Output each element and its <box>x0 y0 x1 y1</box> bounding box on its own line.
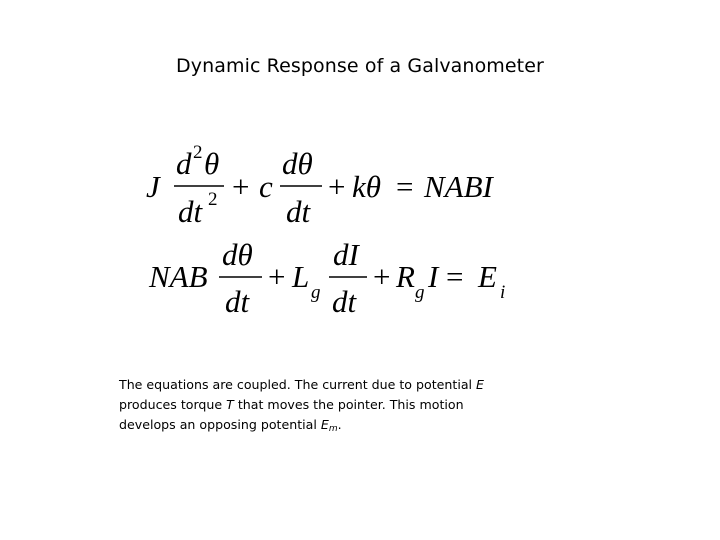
slide-title-text: Dynamic Response of a Galvanometer <box>176 55 544 77</box>
caption-symbol-E: E <box>476 377 485 392</box>
eq1-J: J <box>146 169 160 204</box>
caption-line-1 <box>119 375 539 395</box>
caption-symbol-T: T <box>226 397 234 412</box>
eq1-frac1-den-sup: 2 <box>208 189 218 210</box>
eq2-frac2-den: dt <box>332 284 357 319</box>
eq1-c: c <box>259 169 273 204</box>
eq2-R: R <box>396 259 415 294</box>
equation-1 <box>146 142 495 229</box>
eq1-rhs: NABI <box>424 169 493 204</box>
eq2-E-sub: i <box>500 282 506 303</box>
eq2-NAB: NAB <box>149 259 208 294</box>
equation-2 <box>148 237 505 319</box>
caption-line-2 <box>119 395 539 415</box>
caption-line-2-text-a: produces torque <box>119 397 227 412</box>
eq2-R-sub: g <box>415 282 425 303</box>
eq2-equals: = <box>446 259 464 294</box>
eq1-frac1-den: dt <box>178 194 203 229</box>
caption-line-3 <box>119 415 539 439</box>
eq2-L-sub: g <box>311 282 321 303</box>
caption-paragraph <box>119 375 539 439</box>
caption-symbol-Em-sub: m <box>328 424 338 434</box>
caption-line-2-text-b: that moves the pointer. This motion <box>233 397 464 412</box>
eq2-frac2-num: dI <box>333 237 359 272</box>
eq1-frac2-den: dt <box>286 194 311 229</box>
eq1-plus1: + <box>232 169 250 204</box>
eq2-I: I <box>428 259 439 294</box>
eq1-k-theta: kθ <box>352 169 381 204</box>
eq2-plus2: + <box>373 259 391 294</box>
eq2-E: E <box>478 259 497 294</box>
eq2-L: L <box>292 259 310 294</box>
caption-symbol-Em: E <box>320 417 329 432</box>
eq2-frac1-den: dt <box>225 284 250 319</box>
eq2-frac1-num: dθ <box>222 237 253 272</box>
eq2-plus1: + <box>268 259 286 294</box>
eq1-equals: = <box>396 169 414 204</box>
eq1-plus2: + <box>328 169 346 204</box>
eq1-frac1-num-sup: 2 <box>193 142 203 163</box>
eq1-frac2-num: dθ <box>282 146 313 181</box>
eq1-frac1-num-theta: θ <box>204 146 220 181</box>
caption-line-1-text: The equations are coupled. The current due to potential <box>119 377 477 392</box>
caption-line-3-text: develops an opposing potential <box>119 417 321 432</box>
caption-line-3-end: . <box>337 417 342 432</box>
eq1-frac1-num-d: d <box>176 146 192 181</box>
